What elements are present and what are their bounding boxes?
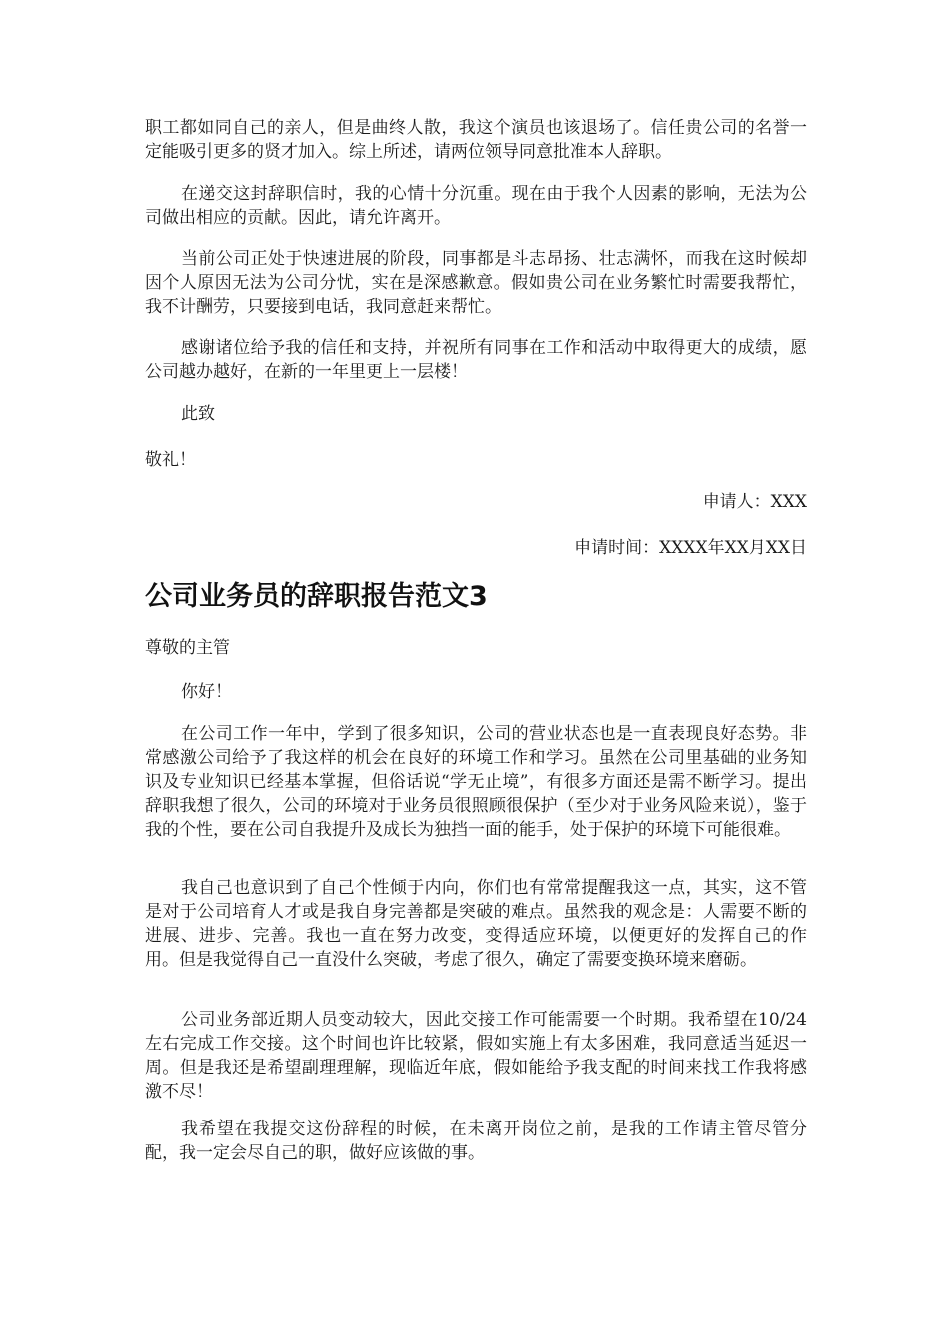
section-heading: 公司业务员的辞职报告范文3	[145, 581, 488, 612]
paragraph-continued: 职工都如同自己的亲人，但是曲终人散，我这个演员也该退场了。信任贵公司的名誉一定能吸引更多的贤才加入。综上所述，请两位领导同意批准本人辞职。	[145, 118, 807, 162]
paragraph: 我希望在我提交这份辞程的时候，在未离开岗位之前，是我的工作请主管尽管分配，我一定会尽自己的职，做好应该做的事。	[145, 1119, 807, 1163]
paragraph: 在公司工作一年中，学到了很多知识，公司的营业状态也是一直表现良好态势。非常感激公司给予了我这样的机会在良好的环境工作和学习。虽然在公司里基础的业务知识及专业知识已经基本掌握，但俗话说“学无止境”，有很多方面还是需不断学习。提出辞职我想了很久，公司的环境对于业务员很照顾很保护（至少对于业务风险来说），鉴于我的个性，要在公司自我提升及成长为独挡一面的能手，处于保护的环境下可能很难。	[145, 724, 807, 840]
paragraph: 公司业务部近期人员变动较大，因此交接工作可能需要一个时期。我希望在10/24左右完成工作交接。这个时间也许比较紧，假如实施上有太多困难，我同意适当延迟一周。但是我还是希望副理理解，现临近年底，假如能给予我支配的时间来找工作我将感激不尽！	[145, 1010, 807, 1102]
paragraph: 在递交这封辞职信时，我的心情十分沉重。现在由于我个人因素的影响，无法为公司做出相应的贡献。因此，请允许离开。	[145, 184, 807, 228]
closing-salute: 敬礼！	[145, 450, 196, 470]
paragraph: 我自己也意识到了自己个性倾于内向，你们也有常常提醒我这一点，其实，这不管是对于公司培育人才或是我自身完善都是突破的难点。虽然我的观念是：人需要不断的进展、进步、完善。我也一直在努力改变，变得适应环境，以便更好的发挥自己的作用。但是我觉得自己一直没什么突破，考虑了很久，确定了需要变换环境来磨砺。	[145, 878, 807, 970]
paragraph: 感谢诸位给予我的信任和支持，并祝所有同事在工作和活动中取得更大的成绩，愿公司越办越好，在新的一年里更上一层楼！	[145, 338, 807, 382]
closing-line: 此致	[181, 404, 215, 424]
salutation: 尊敬的主管	[145, 638, 230, 658]
paragraph: 当前公司正处于快速进展的阶段，同事都是斗志昂扬、壮志满怀，而我在这时候却因个人原因无法为公司分忧，实在是深感歉意。假如贵公司在业务繁忙时需要我帮忙，我不计酬劳，只要接到电话，我同意赶来帮忙。	[145, 249, 807, 317]
applicant-signature: 申请人：XXX	[702, 492, 807, 512]
greeting: 你好！	[181, 682, 232, 702]
application-date: 申请时间：XXXX年XX月XX日	[574, 538, 807, 558]
